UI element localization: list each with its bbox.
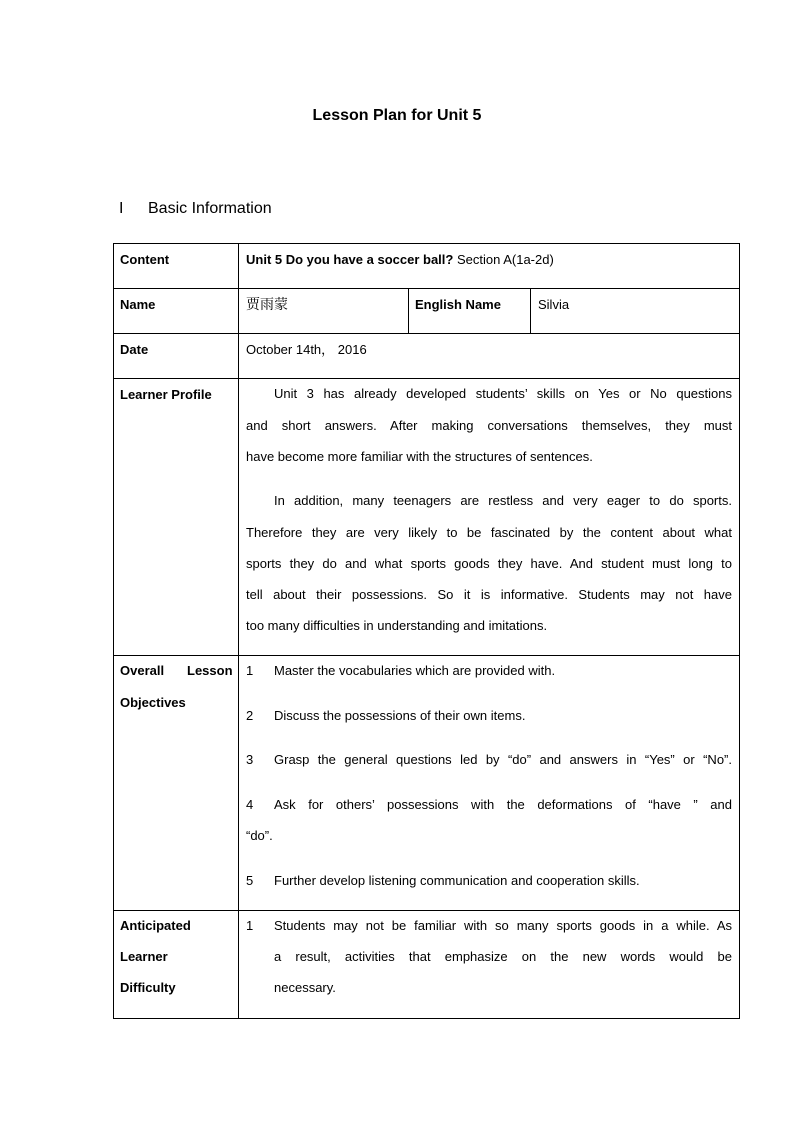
difficulty-text: necessary. <box>274 980 336 995</box>
objective-number: 2 <box>246 708 254 723</box>
objectives-label: Objectives <box>120 695 186 710</box>
objectives-label: Overall <box>120 663 165 678</box>
objectives-label: Lesson <box>187 663 233 678</box>
difficulty-text: Students may not be familiar with so many sports goods in a while. As <box>274 918 732 933</box>
section-number: I <box>119 200 124 217</box>
difficulty-label: Anticipated <box>120 918 191 933</box>
name-value: 贾雨蒙 <box>246 296 288 312</box>
profile-line: tell about their possessions. So it is informative. Students may not have <box>246 587 732 602</box>
profile-line: sports they do and what sports goods they have. And student must long to <box>246 556 732 571</box>
difficulty-label: Difficulty <box>120 980 176 995</box>
table-border <box>113 1018 740 1019</box>
section-range: Section A(1a-2d) <box>453 252 554 267</box>
objective-number: 5 <box>246 873 254 888</box>
column-divider <box>238 243 239 1019</box>
profile-line: Unit 3 has already developed students’ skills on Yes or No questions <box>274 386 732 401</box>
profile-line: In addition, many teenagers are restless and very eager to do sports. <box>274 493 732 508</box>
profile-line: and short answers. After making conversations themselves, they must <box>246 418 732 433</box>
row-divider <box>113 655 740 656</box>
english-name-label: English Name <box>415 297 501 312</box>
objective-text: Master the vocabularies which are provided with. <box>274 663 556 678</box>
objective-text: Ask for others’ possessions with the deformations of “have ” and <box>274 797 732 812</box>
objective-number: 3 <box>246 752 254 767</box>
date-label: Date <box>120 342 149 357</box>
profile-line: Therefore they are very likely to be fascinated by the content about what <box>246 525 732 540</box>
page-title: Lesson Plan for Unit 5 <box>312 107 482 124</box>
objective-text: Further develop listening communication and cooperation skills. <box>274 873 640 888</box>
objective-text: Grasp the general questions led by “do” and answers in “Yes” or “No”. <box>274 752 732 767</box>
row-divider <box>113 910 740 911</box>
column-divider <box>408 288 409 333</box>
objective-text-cont: “do”. <box>246 828 273 843</box>
column-divider <box>530 288 531 333</box>
content-value <box>246 244 554 275</box>
table-border <box>113 243 114 1019</box>
objective-number: 1 <box>246 663 254 678</box>
name-label: Name <box>120 297 156 312</box>
english-name-value: Silvia <box>538 297 570 312</box>
profile-line: have become more familiar with the structures of sentences. <box>246 449 593 464</box>
objective-text: Discuss the possessions of their own items. <box>274 708 526 723</box>
date-value: October 14th， 2016 <box>246 342 367 357</box>
objective-number: 4 <box>246 797 254 812</box>
profile-line: too many difficulties in understanding and imitations. <box>246 618 548 633</box>
unit-title: Unit 5 Do you have a soccer ball? <box>246 252 454 267</box>
learner-profile-label: Learner Profile <box>120 387 212 402</box>
table-border <box>739 243 740 1019</box>
difficulty-label: Learner <box>120 949 168 964</box>
section-title: Basic Information <box>148 200 272 217</box>
row-divider <box>113 333 740 334</box>
difficulty-number: 1 <box>246 918 254 933</box>
difficulty-text: a result, activities that emphasize on the new words would be <box>274 949 732 964</box>
content-label: Content <box>120 252 170 267</box>
